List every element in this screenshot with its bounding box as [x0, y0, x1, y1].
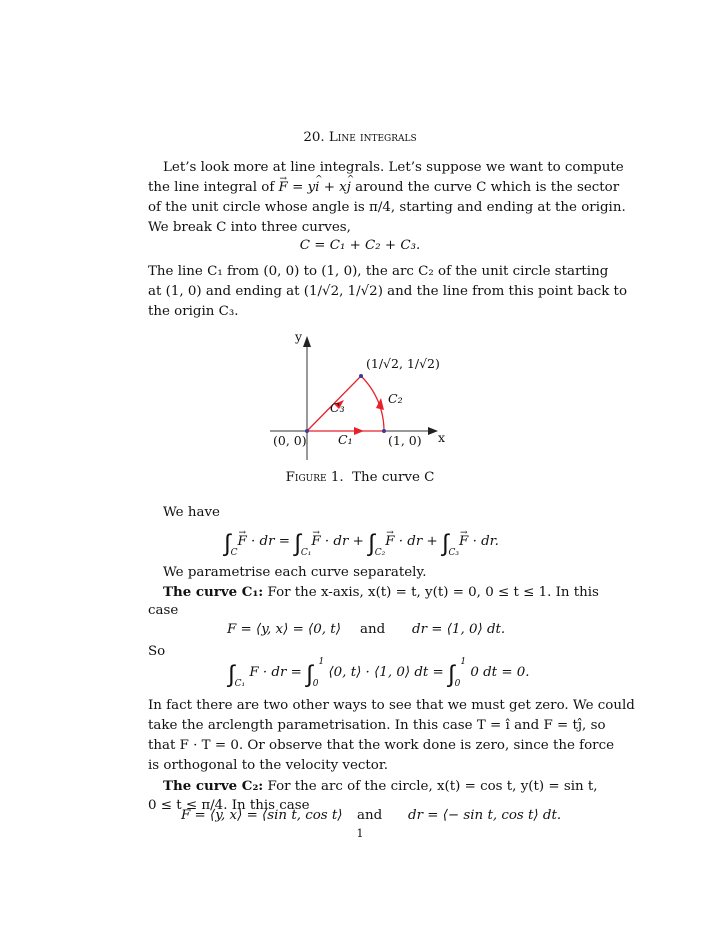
paragraph-line: We break C into three curves, — [148, 220, 351, 235]
equation-c2-and: and — [357, 808, 383, 823]
point-top — [359, 374, 363, 378]
paragraph-line: take the arclength parametrisation. In this case T = î and F = tĵ, so — [148, 718, 606, 733]
label-origin: (0, 0) — [273, 433, 307, 448]
point-one-zero — [382, 429, 386, 433]
equation-c1-dr: dr = ⟨1, 0⟩ dt. — [412, 622, 506, 637]
paragraph-line: the origin C₃. — [148, 304, 239, 319]
label-one-zero: (1, 0) — [388, 433, 422, 448]
curve-c1-arrow — [354, 427, 364, 435]
figure-caption: Figure 1. The curve C — [285, 470, 435, 485]
equation-curve-sum: C = C₁ + C₂ + C₃. — [299, 238, 421, 253]
equation-c1-integral: $\int_{C_1}$ F · dr = $\int_0^1$ ⟨0, t⟩ · ⟨1, 0⟩ dt = $\int_0^1$ 0 dt = 0. — [228, 657, 530, 689]
label-c3: C₃ — [330, 400, 345, 415]
paragraph-line: We parametrise each curve separately. — [163, 565, 427, 580]
x-axis-arrow — [428, 427, 438, 435]
paragraph-line: So — [148, 644, 166, 659]
axis-label-y: y — [295, 329, 303, 344]
equation-split-integral: $\int_C\to F$ · dr = $\int_{C_1}\to F$ · dr + $\int_{C_2}\to F$ · dr + $\int_{C_3}\to F$ · dr. — [224, 530, 499, 555]
paragraph-line: In fact there are two other ways to see that we must get zero. We could — [148, 698, 635, 713]
paragraph-line: the line integral of → F = y^ i + x^ j around the curve C which is the sector — [148, 178, 572, 198]
paragraph-line: The line C₁ from (0, 0) to (1, 0), the arc C₂ of the unit circle starting — [148, 264, 609, 279]
label-c1: C₁ — [338, 432, 353, 447]
paragraph-line: at (1, 0) and ending at (1/√2, 1/√2) and the line from this point back to — [148, 284, 628, 299]
equation-c2-field: F = ⟨y, x⟩ = ⟨sin t, cos t⟩ — [181, 808, 343, 823]
section-title: 20. Line integrals — [303, 130, 417, 145]
equation-c2-dr: dr = ⟨− sin t, cos t⟩ dt. — [408, 808, 562, 823]
paragraph-line: The curve C₁: For the x-axis, x(t) = t, y(t) = 0, 0 ≤ t ≤ 1. In this — [163, 584, 599, 600]
paragraph-line: is orthogonal to the velocity vector. — [148, 758, 389, 773]
paragraph-line: Let’s look more at line integrals. Let’s suppose we want to compute — [163, 160, 624, 175]
vector-f: → F — [279, 178, 288, 198]
paragraph-line: of the unit circle whose angle is π/4, starting and ending at the origin. — [148, 200, 626, 215]
paragraph-line: The curve C₂: For the arc of the circle, x(t) = cos t, y(t) = sin t, — [163, 778, 598, 794]
axis-label-x: x — [438, 430, 446, 445]
y-axis-arrow — [303, 336, 311, 347]
equation-c1-and: and — [360, 622, 386, 637]
page-number: 1 — [356, 827, 364, 840]
paragraph-line: 0 ≤ t ≤ π/4. In this case — [148, 798, 310, 813]
paragraph-line: We have — [163, 505, 220, 520]
equation-c1-field: F = ⟨y, x⟩ = ⟨0, t⟩ — [227, 622, 341, 637]
label-top-point: (1/√2, 1/√2) — [366, 356, 440, 371]
paragraph-line: case — [148, 603, 179, 618]
paragraph-line: that F · T = 0. Or observe that the work done is zero, since the force — [148, 738, 614, 753]
label-c2: C₂ — [388, 391, 403, 406]
